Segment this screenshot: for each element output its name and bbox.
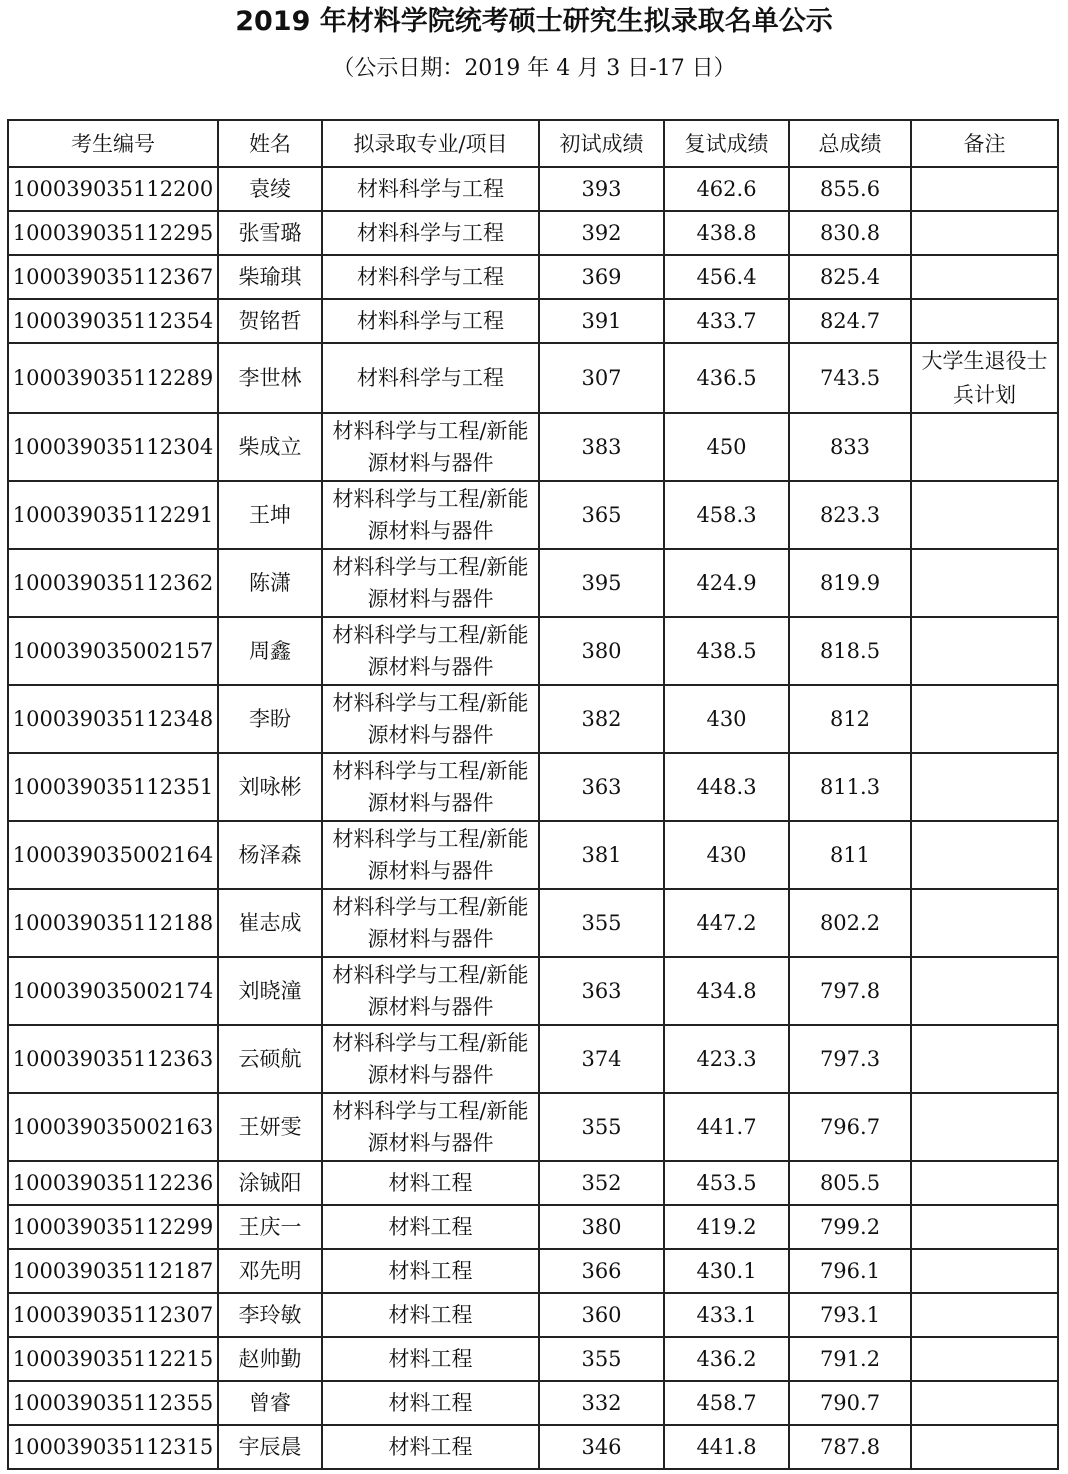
name-cell: 王妍雯 [218, 1093, 322, 1161]
total-score-cell: 791.2 [789, 1337, 911, 1381]
note-cell [911, 1161, 1058, 1205]
table-row [8, 753, 1058, 821]
name-cell: 宇辰晨 [218, 1425, 322, 1469]
note-cell [911, 617, 1058, 685]
table-row [8, 211, 1058, 255]
total-score-cell: 830.8 [789, 211, 911, 255]
program-cell: 材料科学与工程/新能源材料与器件 [322, 821, 539, 889]
note-cell [911, 821, 1058, 889]
initial-score-cell: 355 [539, 1093, 664, 1161]
table-row [8, 1161, 1058, 1205]
initial-score-cell: 363 [539, 753, 664, 821]
candidate-id-cell: 100039035002164 [8, 821, 218, 889]
table-row [8, 957, 1058, 1025]
total-score-cell: 793.1 [789, 1293, 911, 1337]
header-name: 姓名 [218, 120, 322, 167]
total-score-cell: 790.7 [789, 1381, 911, 1425]
total-score-cell: 796.7 [789, 1093, 911, 1161]
name-cell: 李玲敏 [218, 1293, 322, 1337]
header-note: 备注 [911, 120, 1058, 167]
table-row [8, 1337, 1058, 1381]
name-cell: 刘咏彬 [218, 753, 322, 821]
table-row [8, 1249, 1058, 1293]
table-row [8, 167, 1058, 211]
table-row [8, 889, 1058, 957]
initial-score-cell: 374 [539, 1025, 664, 1093]
retest-score-cell: 450 [664, 413, 789, 481]
initial-score-cell: 369 [539, 255, 664, 299]
program-cell: 材料科学与工程/新能源材料与器件 [322, 957, 539, 1025]
program-cell: 材料科学与工程/新能源材料与器件 [322, 413, 539, 481]
name-cell: 柴瑜琪 [218, 255, 322, 299]
retest-score-cell: 438.5 [664, 617, 789, 685]
name-cell: 王庆一 [218, 1205, 322, 1249]
note-cell [911, 255, 1058, 299]
page-title: 2019 年材料学院统考硕士研究生拟录取名单公示 [235, 6, 833, 37]
candidate-id-cell: 100039035002157 [8, 617, 218, 685]
initial-score-cell: 346 [539, 1425, 664, 1469]
program-cell: 材料工程 [322, 1249, 539, 1293]
total-score-cell: 825.4 [789, 255, 911, 299]
note-cell [911, 167, 1058, 211]
retest-score-cell: 458.7 [664, 1381, 789, 1425]
program-cell: 材料科学与工程 [322, 343, 539, 413]
candidate-id-cell: 100039035112363 [8, 1025, 218, 1093]
table-row [8, 1425, 1058, 1469]
note-cell [911, 1381, 1058, 1425]
candidate-id-cell: 100039035112354 [8, 299, 218, 343]
candidate-id-cell: 100039035002174 [8, 957, 218, 1025]
program-cell: 材料科学与工程/新能源材料与器件 [322, 1025, 539, 1093]
note-cell [911, 1025, 1058, 1093]
retest-score-cell: 433.7 [664, 299, 789, 343]
total-score-cell: 811 [789, 821, 911, 889]
initial-score-cell: 382 [539, 685, 664, 753]
total-score-cell: 833 [789, 413, 911, 481]
program-cell: 材料工程 [322, 1337, 539, 1381]
retest-score-cell: 433.1 [664, 1293, 789, 1337]
table-row [8, 343, 1058, 413]
retest-score-cell: 453.5 [664, 1161, 789, 1205]
name-cell: 袁绫 [218, 167, 322, 211]
note-cell [911, 211, 1058, 255]
table-row [8, 481, 1058, 549]
note-cell [911, 413, 1058, 481]
program-cell: 材料工程 [322, 1205, 539, 1249]
name-cell: 刘晓潼 [218, 957, 322, 1025]
name-cell: 曾睿 [218, 1381, 322, 1425]
program-cell: 材料科学与工程 [322, 167, 539, 211]
total-score-cell: 812 [789, 685, 911, 753]
retest-score-cell: 456.4 [664, 255, 789, 299]
table-row [8, 1293, 1058, 1337]
header-id: 考生编号 [8, 120, 218, 167]
candidate-id-cell: 100039035112362 [8, 549, 218, 617]
retest-score-cell: 423.3 [664, 1025, 789, 1093]
name-cell: 李世林 [218, 343, 322, 413]
candidate-id-cell: 100039035112315 [8, 1425, 218, 1469]
table-row [8, 617, 1058, 685]
initial-score-cell: 355 [539, 1337, 664, 1381]
candidate-id-cell: 100039035112348 [8, 685, 218, 753]
header-initial-score: 初试成绩 [539, 120, 664, 167]
retest-score-cell: 447.2 [664, 889, 789, 957]
program-cell: 材料科学与工程/新能源材料与器件 [322, 753, 539, 821]
total-score-cell: 799.2 [789, 1205, 911, 1249]
note-cell [911, 1249, 1058, 1293]
program-cell: 材料科学与工程/新能源材料与器件 [322, 481, 539, 549]
note-cell [911, 1205, 1058, 1249]
candidate-id-cell: 100039035112187 [8, 1249, 218, 1293]
candidate-id-cell: 100039035112355 [8, 1381, 218, 1425]
retest-score-cell: 438.8 [664, 211, 789, 255]
table-row [8, 413, 1058, 481]
program-cell: 材料工程 [322, 1293, 539, 1337]
header-program: 拟录取专业/项目 [322, 120, 539, 167]
note-cell [911, 1337, 1058, 1381]
total-score-cell: 819.9 [789, 549, 911, 617]
retest-score-cell: 458.3 [664, 481, 789, 549]
candidate-id-cell: 100039035112299 [8, 1205, 218, 1249]
retest-score-cell: 462.6 [664, 167, 789, 211]
retest-score-cell: 430 [664, 821, 789, 889]
total-score-cell: 811.3 [789, 753, 911, 821]
initial-score-cell: 395 [539, 549, 664, 617]
name-cell: 周鑫 [218, 617, 322, 685]
total-score-cell: 797.3 [789, 1025, 911, 1093]
initial-score-cell: 383 [539, 413, 664, 481]
header-retest-score: 复试成绩 [664, 120, 789, 167]
total-score-cell: 818.5 [789, 617, 911, 685]
note-cell [911, 685, 1058, 753]
candidate-id-cell: 100039035112307 [8, 1293, 218, 1337]
program-cell: 材料科学与工程/新能源材料与器件 [322, 889, 539, 957]
initial-score-cell: 363 [539, 957, 664, 1025]
note-cell [911, 549, 1058, 617]
candidate-id-cell: 100039035112215 [8, 1337, 218, 1381]
initial-score-cell: 332 [539, 1381, 664, 1425]
initial-score-cell: 393 [539, 167, 664, 211]
retest-score-cell: 430 [664, 685, 789, 753]
note-cell [911, 1425, 1058, 1469]
program-cell: 材料科学与工程/新能源材料与器件 [322, 685, 539, 753]
table-header-row [8, 120, 1058, 167]
table-row [8, 1025, 1058, 1093]
retest-score-cell: 419.2 [664, 1205, 789, 1249]
name-cell: 赵帅勤 [218, 1337, 322, 1381]
note-cell [911, 957, 1058, 1025]
name-cell: 贺铭哲 [218, 299, 322, 343]
name-cell: 邓先明 [218, 1249, 322, 1293]
retest-score-cell: 448.3 [664, 753, 789, 821]
note-cell [911, 1093, 1058, 1161]
candidate-id-cell: 100039035112367 [8, 255, 218, 299]
candidate-id-cell: 100039035112289 [8, 343, 218, 413]
total-score-cell: 797.8 [789, 957, 911, 1025]
total-score-cell: 796.1 [789, 1249, 911, 1293]
initial-score-cell: 355 [539, 889, 664, 957]
name-cell: 涂铖阳 [218, 1161, 322, 1205]
program-cell: 材料科学与工程/新能源材料与器件 [322, 549, 539, 617]
total-score-cell: 824.7 [789, 299, 911, 343]
retest-score-cell: 434.8 [664, 957, 789, 1025]
header-total-score: 总成绩 [789, 120, 911, 167]
candidate-id-cell: 100039035112200 [8, 167, 218, 211]
retest-score-cell: 441.8 [664, 1425, 789, 1469]
retest-score-cell: 424.9 [664, 549, 789, 617]
name-cell: 柴成立 [218, 413, 322, 481]
name-cell: 云硕航 [218, 1025, 322, 1093]
initial-score-cell: 360 [539, 1293, 664, 1337]
initial-score-cell: 352 [539, 1161, 664, 1205]
table-row [8, 1205, 1058, 1249]
program-cell: 材料工程 [322, 1161, 539, 1205]
program-cell: 材料科学与工程/新能源材料与器件 [322, 1093, 539, 1161]
program-cell: 材料科学与工程/新能源材料与器件 [322, 617, 539, 685]
name-cell: 李盼 [218, 685, 322, 753]
program-cell: 材料工程 [322, 1425, 539, 1469]
candidate-id-cell: 100039035112236 [8, 1161, 218, 1205]
program-cell: 材料科学与工程 [322, 211, 539, 255]
retest-score-cell: 441.7 [664, 1093, 789, 1161]
program-cell: 材料科学与工程 [322, 255, 539, 299]
name-cell: 陈潇 [218, 549, 322, 617]
name-cell: 王坤 [218, 481, 322, 549]
table-row [8, 299, 1058, 343]
candidate-id-cell: 100039035112188 [8, 889, 218, 957]
note-cell: 大学生退役士兵计划 [911, 343, 1058, 413]
retest-score-cell: 430.1 [664, 1249, 789, 1293]
name-cell: 崔志成 [218, 889, 322, 957]
table-row [8, 685, 1058, 753]
initial-score-cell: 380 [539, 617, 664, 685]
initial-score-cell: 365 [539, 481, 664, 549]
name-cell: 杨泽森 [218, 821, 322, 889]
table-row [8, 1381, 1058, 1425]
note-cell [911, 1293, 1058, 1337]
candidate-id-cell: 100039035112304 [8, 413, 218, 481]
note-cell [911, 753, 1058, 821]
total-score-cell: 802.2 [789, 889, 911, 957]
retest-score-cell: 436.5 [664, 343, 789, 413]
candidate-id-cell: 100039035112351 [8, 753, 218, 821]
name-cell: 张雪璐 [218, 211, 322, 255]
note-cell [911, 889, 1058, 957]
table-row [8, 1093, 1058, 1161]
candidate-id-cell: 100039035112291 [8, 481, 218, 549]
table-row [8, 821, 1058, 889]
initial-score-cell: 307 [539, 343, 664, 413]
initial-score-cell: 380 [539, 1205, 664, 1249]
table-row [8, 255, 1058, 299]
total-score-cell: 805.5 [789, 1161, 911, 1205]
retest-score-cell: 436.2 [664, 1337, 789, 1381]
admission-list-table [7, 119, 1059, 1470]
total-score-cell: 787.8 [789, 1425, 911, 1469]
candidate-id-cell: 100039035112295 [8, 211, 218, 255]
note-cell [911, 299, 1058, 343]
initial-score-cell: 366 [539, 1249, 664, 1293]
total-score-cell: 743.5 [789, 343, 911, 413]
program-cell: 材料工程 [322, 1381, 539, 1425]
candidate-id-cell: 100039035002163 [8, 1093, 218, 1161]
publicity-date: （公示日期：2019 年 4 月 3 日-17 日） [332, 56, 736, 81]
note-cell [911, 481, 1058, 549]
initial-score-cell: 381 [539, 821, 664, 889]
program-cell: 材料科学与工程 [322, 299, 539, 343]
initial-score-cell: 392 [539, 211, 664, 255]
table-row [8, 549, 1058, 617]
total-score-cell: 855.6 [789, 167, 911, 211]
total-score-cell: 823.3 [789, 481, 911, 549]
initial-score-cell: 391 [539, 299, 664, 343]
